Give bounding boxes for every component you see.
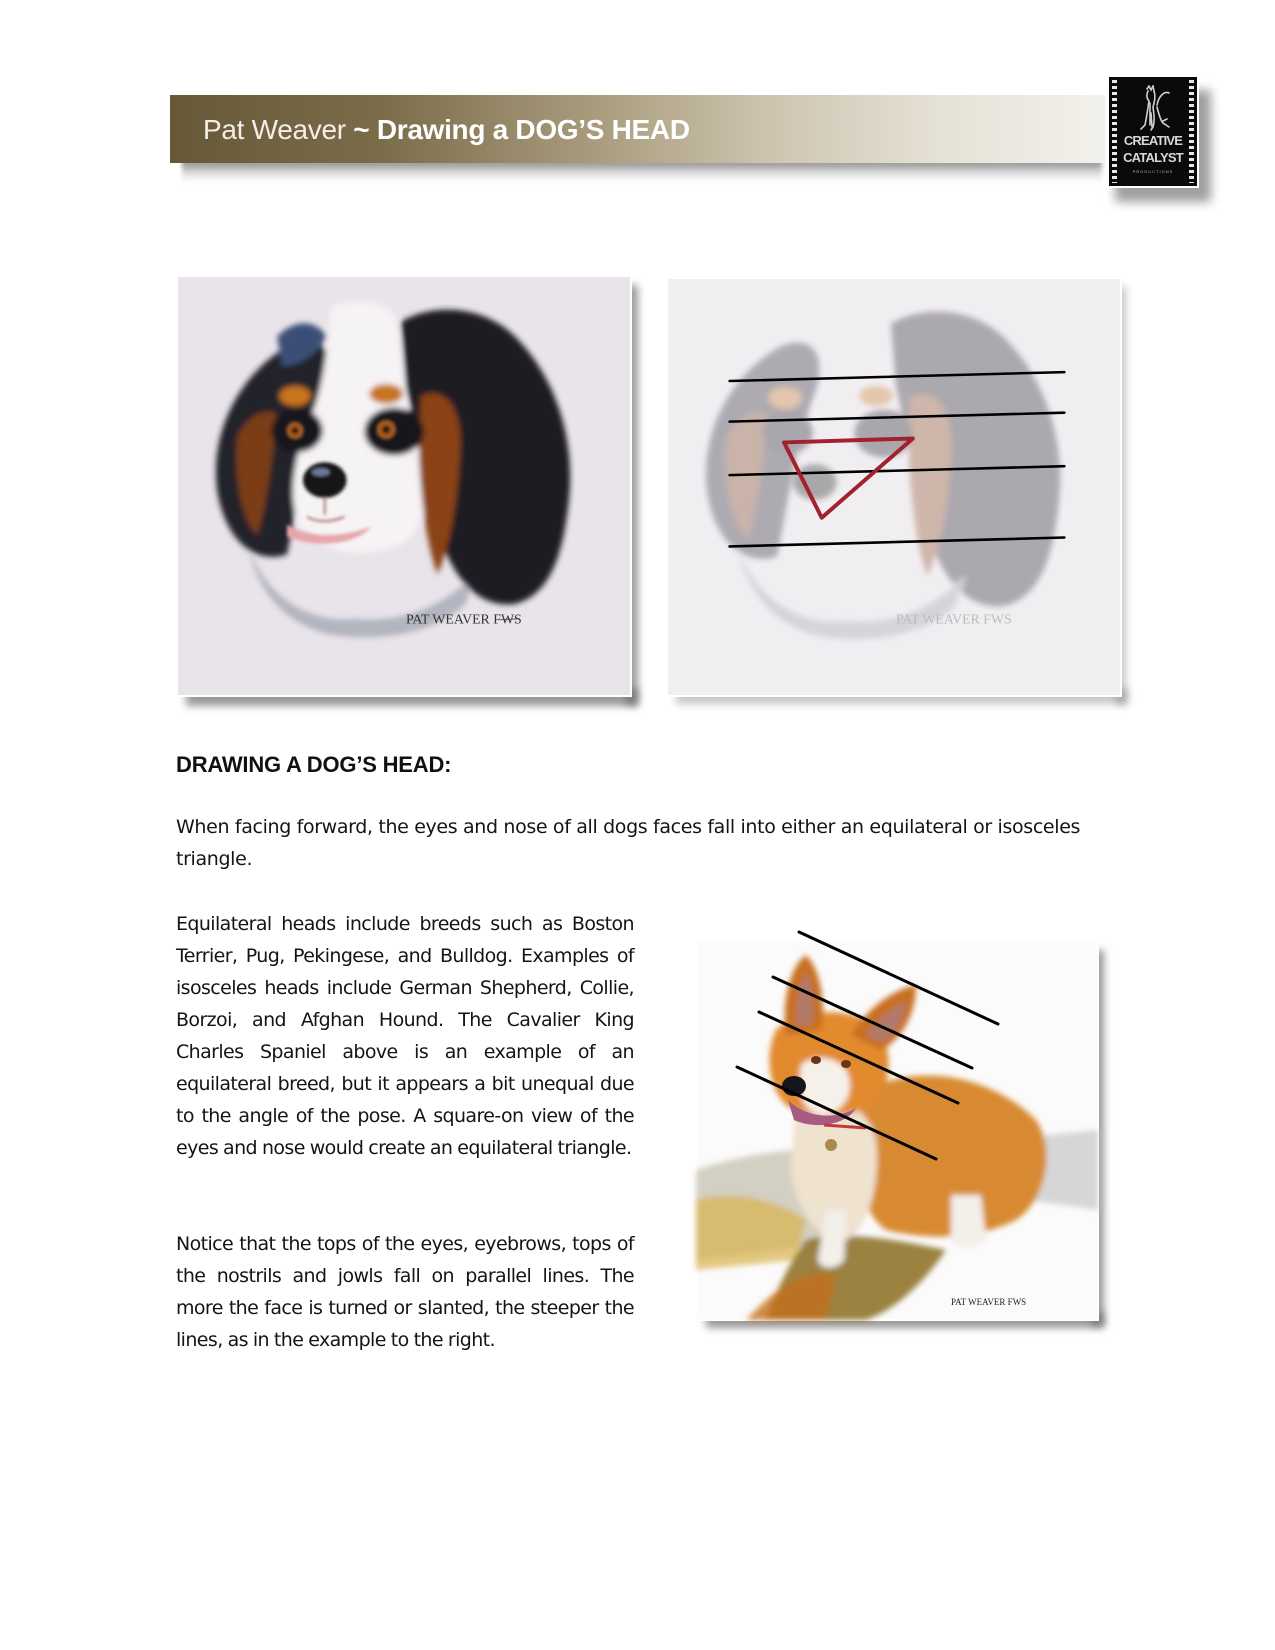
author-name: Pat Weaver (203, 114, 346, 145)
creative-catalyst-logo (1107, 75, 1199, 188)
spaniel-painting (176, 275, 632, 697)
spaniel-guide-diagram-art (668, 279, 1120, 695)
painting-signature: PAT WEAVER FWS (951, 1297, 1027, 1307)
spaniel-guide-diagram (666, 277, 1122, 697)
page-title (203, 110, 690, 150)
film-sprockets-left (1112, 80, 1117, 183)
logo-text-productions: PRODUCTIONS (1132, 169, 1174, 174)
intro-paragraph: When facing forward, the eyes and nose of all dogs faces fall into either an equilateral or isosceles triangle. (176, 816, 1081, 870)
film-sprockets-right (1189, 80, 1194, 183)
spaniel-painting-art (178, 277, 630, 695)
corgi-painting (696, 940, 1098, 1320)
cat-figure-icon (1139, 85, 1173, 131)
painting-signature: PAT WEAVER FWS (405, 611, 522, 627)
header-shadow (182, 160, 1102, 182)
notice-paragraph: Notice that the tops of the eyes, eyebrows, tops of the nostrils and jowls fall on parallel lines. The more the face is turned or slanted, the steeper the lines, as in the example to the right. (176, 1233, 634, 1351)
title-separator: ~ (353, 114, 370, 145)
logo-text-catalyst: CATALYST (1123, 150, 1183, 165)
painting-signature: PAT WEAVER FWS (895, 611, 1012, 627)
corgi-painting-art (696, 940, 1098, 1320)
section-heading: DRAWING A DOG’S HEAD: (176, 752, 452, 777)
equilateral-paragraph: Equilateral heads include breeds such as Boston Terrier, Pug, Pekingese, and Bulldog. Examples of isosceles heads include German Shepherd, Collie, Borzoi, and Afghan Hound. The Cavalier King Charles Spaniel above is an example of an equilateral breed, but it appears a bit unequal due to the angle of the pose. A square-on view of the eyes and nose would create an equilateral triangle. (176, 913, 634, 1159)
document-title: Drawing a DOG’S HEAD (376, 114, 690, 145)
logo-text-creative: CREATIVE (1123, 133, 1183, 148)
